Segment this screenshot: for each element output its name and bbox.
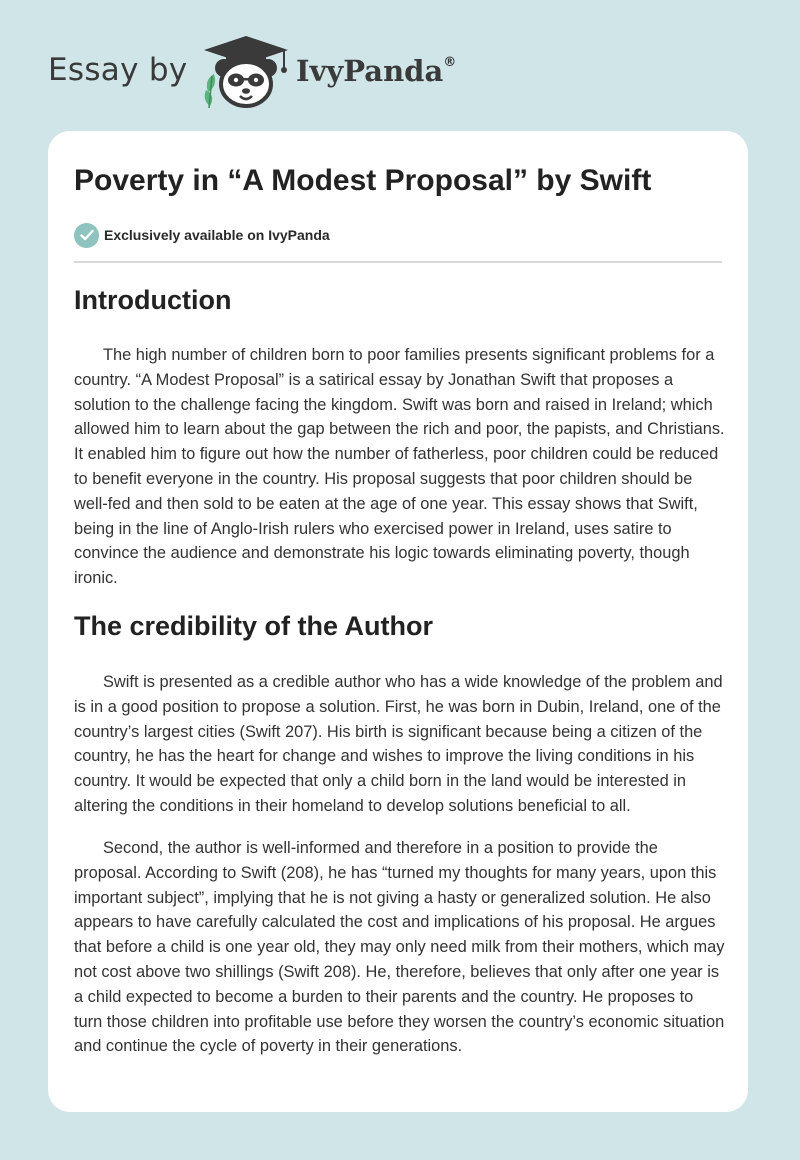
section-heading-credibility: The credibility of the Author	[74, 611, 434, 641]
brand-name-text: IvyPanda	[296, 54, 444, 88]
section-heading-introduction: Introduction	[74, 285, 232, 315]
paragraph: Swift is presented as a credible author who has a wide knowledge of the problem and is in a good position to propose a solution. First, he was born in Dubin, Ireland, one of the country’s largest cities (Swift 207). His birth is significant because being a citizen of the country, he has the heart for change and wishes to improve the living conditions in his country. It would be expected that only a child born in the land would be interested in altering the conditions in their homeland to develop solutions beneficial to all.	[74, 673, 723, 815]
site-header	[0, 0, 800, 130]
article-card	[48, 131, 748, 1112]
exclusive-badge	[74, 222, 330, 248]
paragraph: Second, the author is well-informed and therefore in a position to provide the proposal. According to Swift (208), he has “turned my thoughts for many years, upon this important subject”, implying that he is not giving a hasty or generalized solution. He also appears to have carefully calculated the cost and implications of his proposal. He argues that before a child is one year old, they may only need milk from their mothers, which may not cost above two shillings (Swift 208). He, therefore, believes that only after one year is a child expected to become a burden to their parents and the country. He proposes to turn those children into profitable use before they worsen the country’s economic situation and continue the cycle of poverty in their generations.	[74, 839, 725, 1056]
registered-mark: ®	[443, 55, 457, 71]
page-title: Poverty in “A Modest Proposal” by Swift	[74, 164, 652, 197]
panda-logo-icon[interactable]	[200, 34, 292, 110]
paragraph: The high number of children born to poor families presents significant problems for a country. “A Modest Proposal” is a satirical essay by Jonathan Swift that proposes a solution to the challenge facing the kingdom. Swift was born and raised in Ireland; which allowed him to learn about the gap between the rich and poor, the papists, and Christians. It enabled him to figure out how the number of fatherless, poor children could be reduced to benefit everyone in the country. His proposal suggests that poor children should be well-fed and then sold to be eaten at the age of one year. This essay shows that Swift, being in the line of Anglo-Irish rulers who exercised power in Ireland, uses satire to convince the audience and demonstrate his logic towards eliminating poverty, though ironic.	[74, 346, 725, 588]
exclusive-badge-label: Exclusively available on IvyPanda	[104, 227, 330, 243]
checkmark-icon	[74, 223, 99, 248]
brand-name[interactable]	[296, 54, 456, 88]
title-divider	[74, 261, 722, 263]
essay-by-label: Essay by	[48, 52, 188, 88]
